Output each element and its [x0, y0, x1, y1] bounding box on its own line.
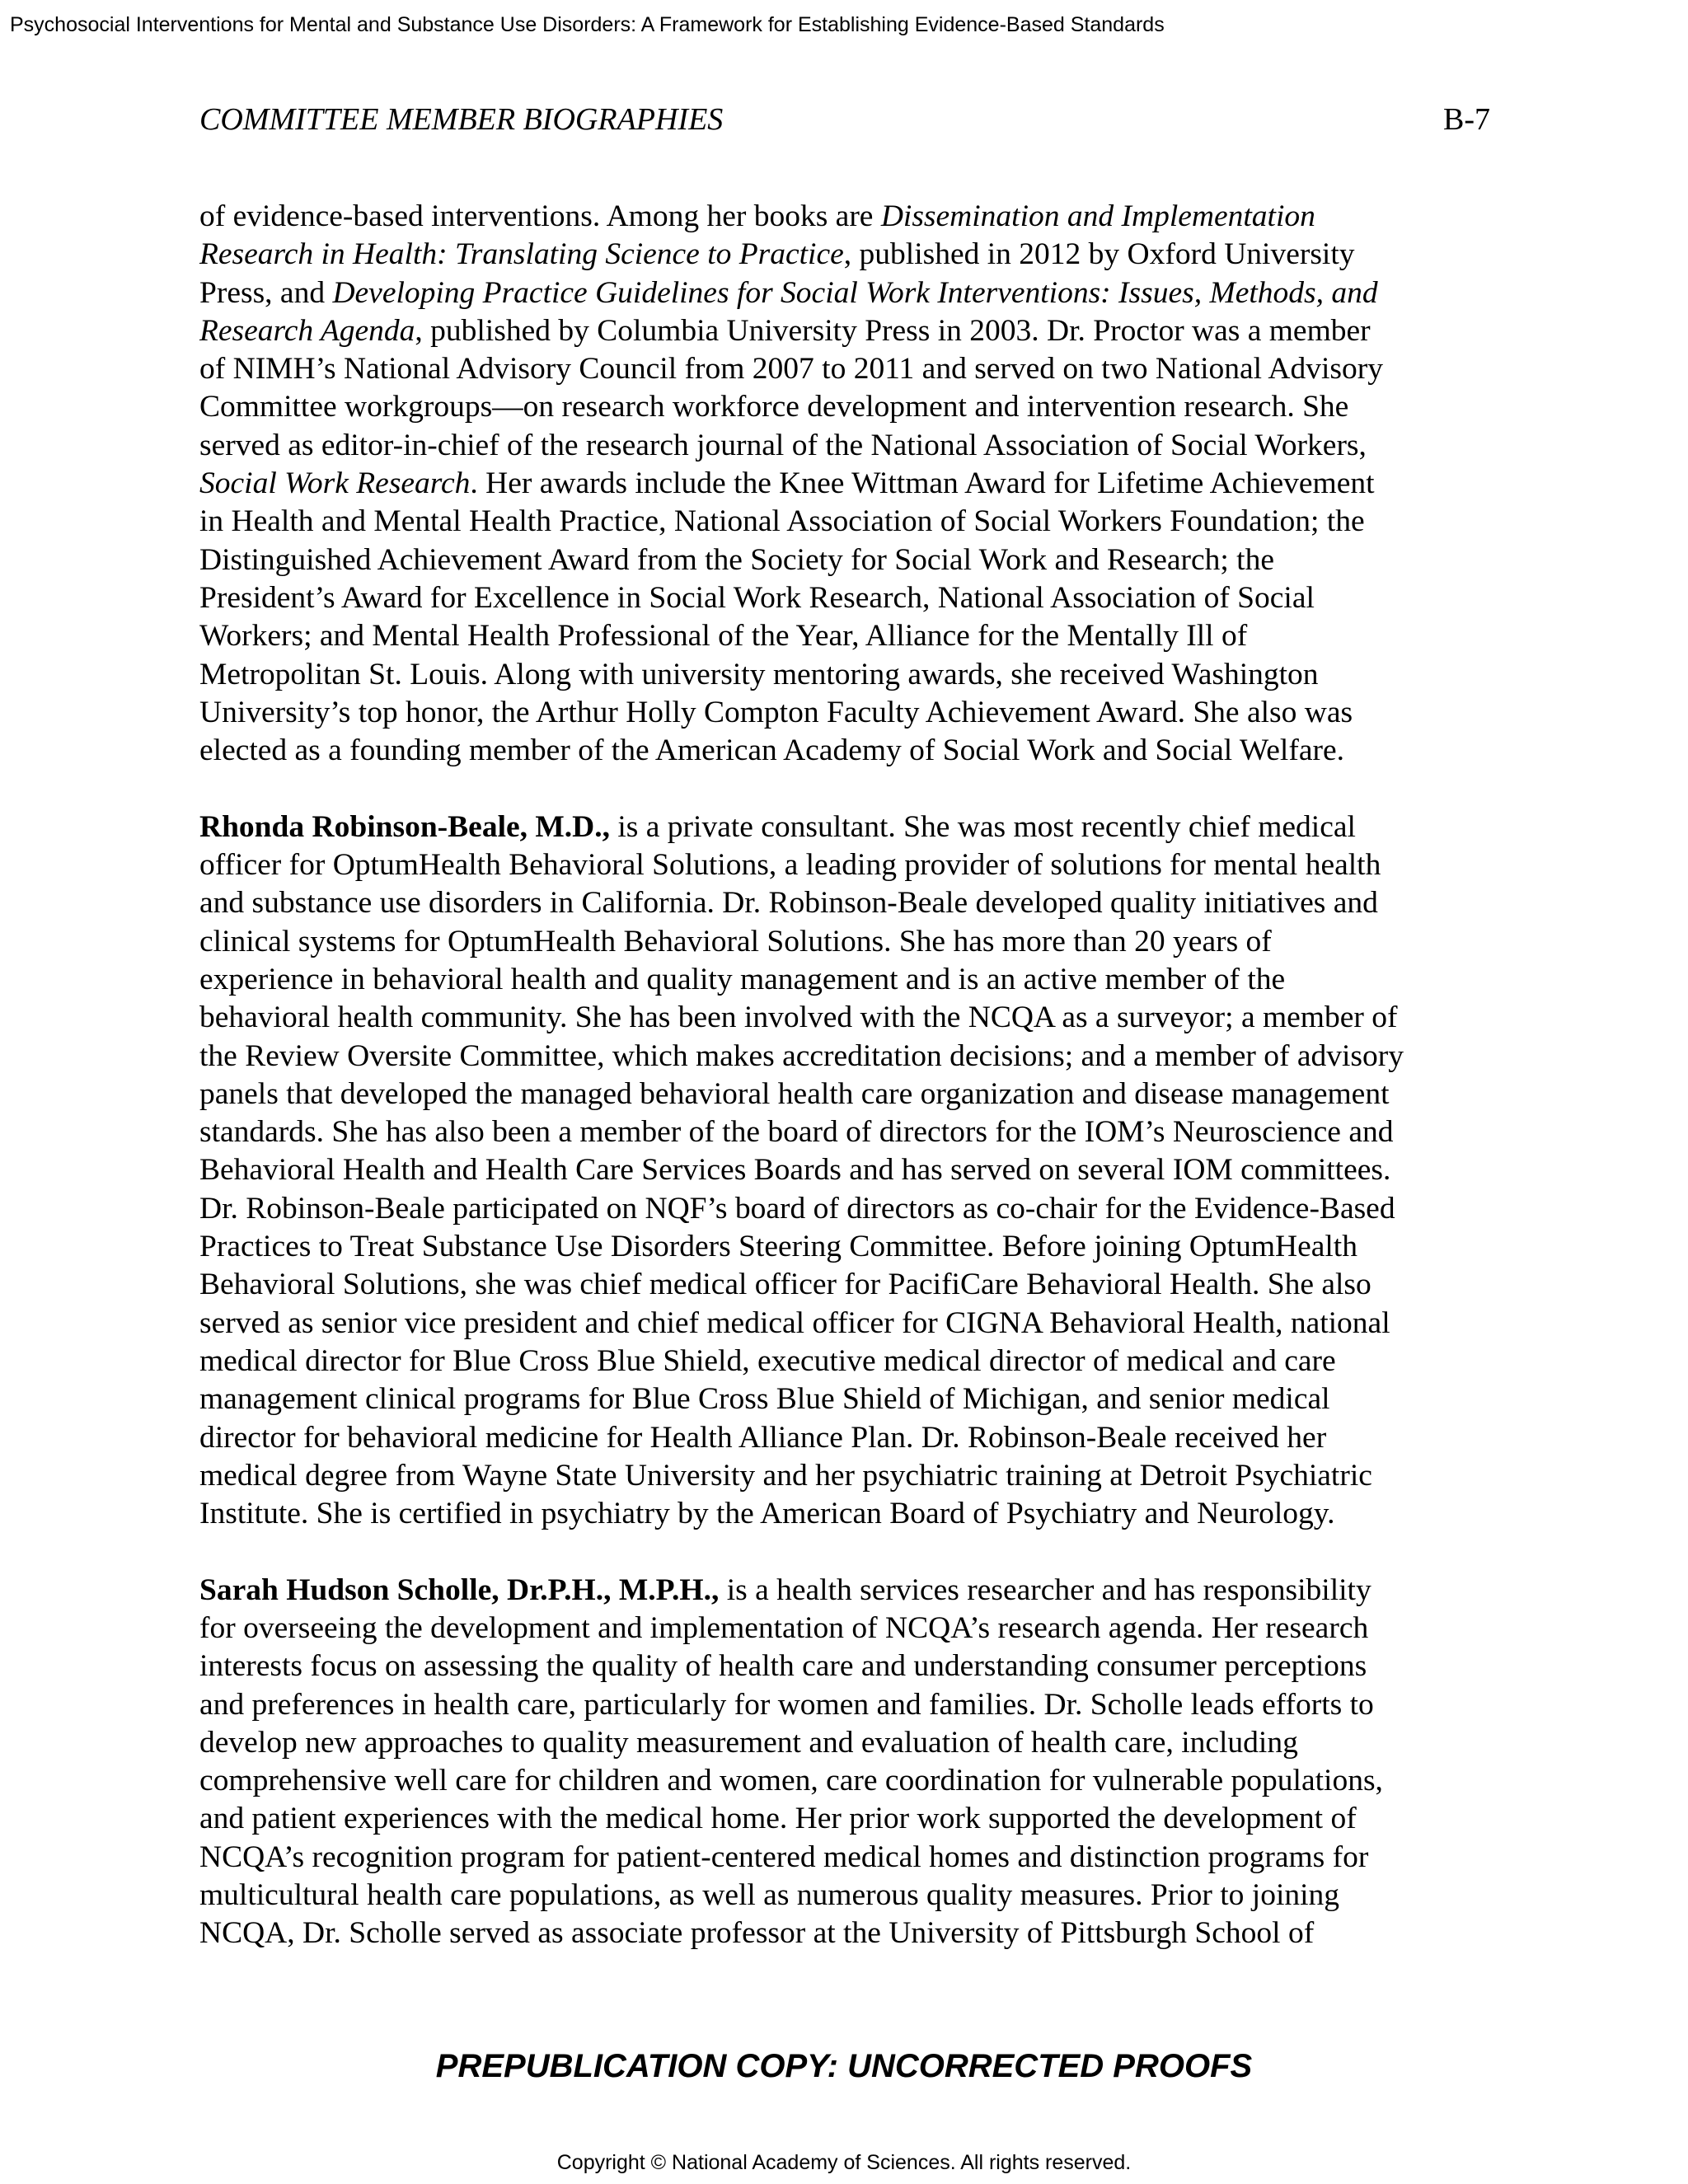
text-run: Behavioral Health and Health Care Services Boards and has served on several IOM committees. [199, 1153, 1391, 1188]
text-line [199, 617, 1518, 655]
biography-paragraph [199, 808, 1518, 1534]
text-run: NCQA’s recognition program for patient-centered medical homes and distinction programs for [199, 1840, 1369, 1874]
text-line [199, 1380, 1518, 1418]
text-run: interests focus on assessing the quality of health care and understanding consumer perceptions [199, 1649, 1367, 1684]
person-name: Sarah Hudson Scholle, Dr.P.H., M.P.H., [199, 1572, 720, 1607]
text-line [199, 999, 1518, 1037]
text-run: experience in behavioral health and quality management and is an active member of the [199, 962, 1286, 996]
text-run: Practices to Treat Substance Use Disorders Steering Committee. Before joining OptumHealth [199, 1230, 1357, 1264]
text-line [199, 1038, 1518, 1076]
text-line [199, 1839, 1518, 1877]
text-run: is a health services researcher and has responsibility [719, 1572, 1372, 1607]
text-line [199, 1724, 1518, 1762]
text-line [199, 350, 1518, 388]
text-run: develop new approaches to quality measurement and evaluation of health care, including [199, 1725, 1298, 1760]
body-text [199, 198, 1518, 1991]
text-line [199, 388, 1518, 426]
text-run: Institute. She is certified in psychiatry by the American Board of Psychiatry and Neurology. [199, 1497, 1335, 1531]
text-run: standards. She has also been a member of the board of directors for the IOM’s Neuroscience and [199, 1115, 1394, 1150]
text-line [199, 694, 1518, 732]
text-line [199, 1686, 1518, 1724]
text-line [199, 312, 1518, 350]
text-line [199, 1877, 1518, 1915]
italic-title: Research Agenda [199, 313, 415, 348]
text-line [199, 1800, 1518, 1838]
text-run: and substance use disorders in California. Dr. Robinson-Beale developed quality initiatives and [199, 886, 1378, 921]
text-line [199, 1647, 1518, 1685]
text-run: medical degree from Wayne State University and her psychiatric training at Detroit Psychiatric [199, 1458, 1372, 1493]
text-line [199, 846, 1518, 884]
text-line [199, 656, 1518, 694]
text-run: and patient experiences with the medical home. Her prior work supported the development of [199, 1802, 1357, 1836]
text-run: served as editor-in-chief of the research journal of the National Association of Social Workers, [199, 428, 1367, 462]
text-line [199, 1610, 1518, 1647]
text-line [199, 884, 1518, 922]
text-run: of NIMH’s National Advisory Council from 2007 to 2011 and served on two National Advisory [199, 352, 1383, 387]
text-line [199, 1495, 1518, 1533]
page-header [199, 97, 1490, 142]
section-title: COMMITTEE MEMBER BIOGRAPHIES [199, 102, 724, 137]
text-line [199, 808, 1518, 846]
text-line [199, 1228, 1518, 1266]
text-line [199, 1915, 1518, 1952]
text-line [199, 503, 1518, 541]
text-line [199, 427, 1518, 465]
text-run: Distinguished Achievement Award from the Society for Social Work and Research; the [199, 542, 1274, 577]
copyright-notice: Copyright © National Academy of Sciences. All rights reserved. [556, 2151, 1132, 2174]
text-run: NCQA, Dr. Scholle served as associate professor at the University of Pittsburgh School of [199, 1916, 1315, 1951]
text-line [199, 961, 1518, 999]
text-run: , published by Columbia University Press in 2003. Dr. Proctor was a member [415, 313, 1371, 348]
text-run: in Health and Mental Health Practice, National Association of Social Workers Foundation; the [199, 504, 1365, 539]
text-run: panels that developed the managed behavioral health care organization and disease management [199, 1076, 1390, 1111]
text-run: served as senior vice president and chief medical officer for CIGNA Behavioral Health, national [199, 1305, 1390, 1340]
text-run: University’s top honor, the Arthur Holly Compton Faculty Achievement Award. She also was [199, 695, 1353, 729]
prepublication-notice: PREPUBLICATION COPY: UNCORRECTED PROOFS [435, 2048, 1253, 2084]
text-run: Dr. Robinson-Beale participated on NQF’s board of directors as co-chair for the Evidence-Based [199, 1191, 1395, 1226]
italic-title: Social Work Research [199, 466, 471, 501]
text-line [199, 1457, 1518, 1495]
text-run: Workers; and Mental Health Professional of the Year, Alliance for the Mentally Ill of [199, 619, 1248, 654]
text-run: is a private consultant. She was most recently chief medical [610, 809, 1356, 844]
text-line [199, 1266, 1518, 1304]
text-run: the Review Oversite Committee, which makes accreditation decisions; and a member of advisory [199, 1038, 1404, 1073]
text-line [199, 198, 1518, 236]
biography-paragraph [199, 198, 1518, 770]
text-line [199, 1572, 1518, 1610]
text-run: management clinical programs for Blue Cross Blue Shield of Michigan, and senior medical [199, 1382, 1330, 1417]
text-line [199, 541, 1518, 579]
text-line [199, 1151, 1518, 1189]
text-line [199, 732, 1518, 770]
text-run: for overseeing the development and implementation of NCQA’s research agenda. Her research [199, 1610, 1369, 1645]
text-line [199, 1190, 1518, 1228]
text-run: Behavioral Solutions, she was chief medical officer for PacifiCare Behavioral Health. She also [199, 1268, 1372, 1302]
text-line [199, 1076, 1518, 1113]
text-line [199, 1113, 1518, 1151]
text-run: medical director for Blue Cross Blue Shield, executive medical director of medical and care [199, 1343, 1336, 1378]
person-name: Rhonda Robinson-Beale, M.D., [199, 809, 610, 844]
text-run: officer for OptumHealth Behavioral Solutions, a leading provider of solutions for mental health [199, 848, 1381, 883]
text-line [199, 236, 1518, 274]
text-run: behavioral health community. She has been involved with the NCQA as a surveyor; a member of [199, 1001, 1398, 1035]
text-line [199, 274, 1518, 312]
running-head: Psychosocial Interventions for Mental and Substance Use Disorders: A Framework for Establishing Evidence-Based Standards [10, 13, 1165, 36]
text-run: director for behavioral medicine for Health Alliance Plan. Dr. Robinson-Beale received her [199, 1420, 1327, 1455]
text-line [199, 1762, 1518, 1800]
text-run: and preferences in health care, particularly for women and families. Dr. Scholle leads efforts to [199, 1687, 1374, 1722]
text-run: multicultural health care populations, as well as numerous quality measures. Prior to joining [199, 1878, 1340, 1913]
text-run: President’s Award for Excellence in Social Work Research, National Association of Social [199, 580, 1315, 615]
italic-title: Dissemination and Implementation [880, 199, 1315, 233]
italic-title: Research in Health: Translating Science to Practice [199, 237, 844, 272]
text-run: comprehensive well care for children and women, care coordination for vulnerable populations, [199, 1764, 1383, 1798]
text-run: . Her awards include the Knee Wittman Award for Lifetime Achievement [470, 466, 1375, 501]
text-run: of evidence-based interventions. Among her books are [199, 199, 881, 233]
text-run: Press, and [199, 275, 333, 310]
text-line [199, 465, 1518, 503]
text-run: , published in 2012 by Oxford University [843, 237, 1355, 272]
text-run: clinical systems for OptumHealth Behavioral Solutions. She has more than 20 years of [199, 924, 1272, 958]
text-line [199, 1305, 1518, 1343]
page-number: B-7 [1443, 102, 1490, 137]
text-run: Committee workgroups—on research workforce development and intervention research. She [199, 390, 1349, 424]
text-line [199, 1419, 1518, 1457]
text-run: Metropolitan St. Louis. Along with university mentoring awards, she received Washington [199, 657, 1319, 691]
biography-paragraph [199, 1572, 1518, 1953]
italic-title: Developing Practice Guidelines for Social Work Interventions: Issues, Methods, and [332, 275, 1378, 310]
text-line [199, 923, 1518, 961]
text-line [199, 579, 1518, 617]
text-run: elected as a founding member of the American Academy of Social Work and Social Welfare. [199, 733, 1344, 768]
text-line [199, 1343, 1518, 1380]
